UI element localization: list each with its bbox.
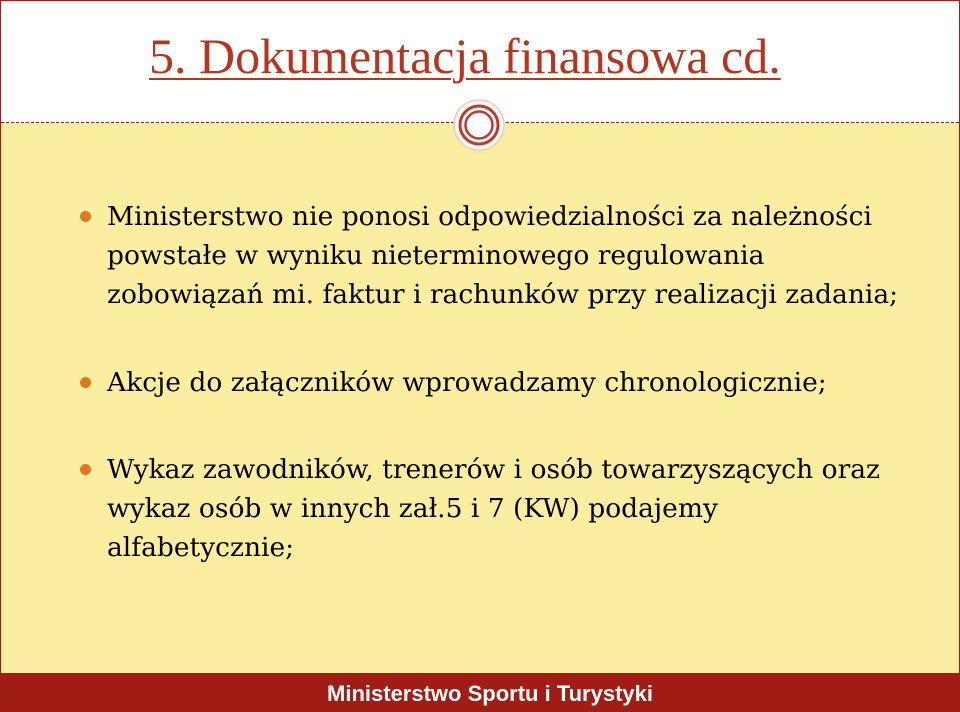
- footer-text: Ministerstwo Sportu i Turystyki: [327, 681, 653, 706]
- bullet-item: [79, 450, 909, 567]
- bullet-item: [79, 197, 909, 314]
- round-bullet-icon: [80, 464, 91, 475]
- footer-bar: [1, 673, 959, 711]
- bullet-text: Wykaz zawodników, trenerów i osób towarzyszących oraz wykaz osób w innych zał.5 i 7 (KW) podajemy alfabetycznie;: [107, 454, 881, 563]
- bullet-list: [79, 197, 909, 567]
- bullet-item: [79, 363, 909, 402]
- slide-title: 5. Dokumentacja finansowa cd.: [149, 28, 781, 84]
- bullet-text: Akcje do załączników wprowadzamy chronologicznie;: [107, 367, 827, 398]
- concentric-circle-ornament-icon: [453, 99, 505, 151]
- bullet-text: Ministerstwo nie ponosi odpowiedzialności za należności powstałe w wyniku nieterminowego regulowania zobowiązań mi. faktur i rachunków przy realizacji zadania;: [107, 201, 899, 310]
- round-bullet-icon: [80, 211, 91, 222]
- round-bullet-icon: [80, 377, 91, 388]
